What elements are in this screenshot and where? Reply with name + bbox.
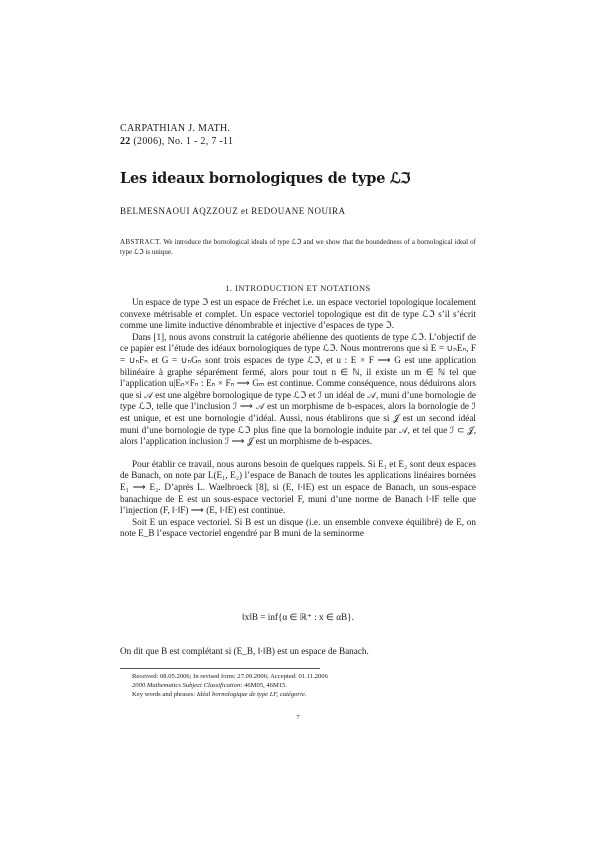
msc-line	[132, 681, 476, 690]
footnotes	[132, 672, 476, 699]
paper-authors: BELMESNAOUI AQZZOUZ et REDOUANE NOUIRA	[120, 206, 346, 216]
journal-name: CARPATHIAN J. MATH.	[120, 123, 231, 134]
footnote-rule	[120, 668, 320, 669]
msc-value: 46M05, 46M15.	[242, 682, 288, 689]
section-title: 1. INTRODUCTION ET NOTATIONS	[225, 283, 371, 293]
abstract-lead: ABSTRACT.	[120, 238, 162, 246]
msc-label: 2000 Mathematics Subject Classification:	[132, 682, 243, 689]
paragraph: Dans [1], nous avons construit la catégorie abélienne des quotients de type ℒℑ. L’objectif de ce papier est l’étude des idéaux bornologiques de type ℒℑ. Nous montrerons que si E = ∪ₙEₙ, F = ∪ₙFₙ et G = ∪ₙGₙ sont trois espaces de type ℒℑ, et u : E × F ⟶ G est une application bilinéaire à graphe séparément fermé, alors pour tout n ∈ ℕ, il existe un m ∈ ℕ tel que l’application u|Eₙ×Fₙ : Eₙ × Fₙ ⟶ Gₘ est continue. Comme conséquence, nous déduirons alors que si 𝒜 est une algèbre bornologique de type ℒℑ et ℐ un idéal de 𝒜, muni d’une bornologie de type ℒℑ, telle que l’inclusion ℐ ⟶ 𝒜 est un morphisme de b-espaces, alors la bornologie de ℐ est unique, et est une bornologie d’idéal. Aussi, nous établirons que si 𝒥 est un second idéal muni d’une bornologie de type ℒℑ plus fine que la bornologie induite par 𝒜, et tel que ℐ ⊂ 𝒥, alors l’application inclusion ℐ ⟶ 𝒥 est un morphisme de b-espaces.	[120, 331, 476, 447]
body-text	[120, 297, 476, 540]
paper-title: Les ideaux bornologiques de type ℒℑ	[120, 170, 411, 187]
paragraph: Soit E un espace vectoriel. Si B est un disque (i.e. un ensemble convexe équilibré) de E, on note E_B l’espace vectoriel engendré par B muni de la seminorme	[120, 516, 476, 539]
closing-sentence: On dit que B est complétant si (E_B, ‖·‖B) est un espace de Banach.	[120, 646, 369, 656]
journal-volume: 22	[120, 136, 131, 147]
seminorm-formula: ‖x‖B = inf{α ∈ ℝ⁺ : x ∈ αB}.	[242, 612, 354, 622]
journal-header	[120, 122, 233, 148]
received-dates: Received: 08.05.2006; In revised form: 27.09.2006; Accepted: 01.11.2006	[132, 673, 328, 680]
keywords-line	[132, 690, 476, 699]
page-number: 7	[296, 714, 300, 721]
keywords-value: Idéal bornologique de type LF, catégorie.	[195, 691, 307, 698]
abstract	[120, 237, 476, 257]
abstract-text: We introduce the bornological ideals of type ℒℑ and we show that the boundedness of a bornological ideal of type ℒℑ is unique.	[120, 238, 476, 256]
paragraph: Un espace de type ℑ est un espace de Fréchet i.e. un espace vectoriel topologique localement convexe métrisable et complet. Un espace vectoriel topologique est dit de type ℒℑ s’il s’écrit comme une limite inductive dénombrable et injective d’espaces de type ℑ.	[120, 297, 476, 331]
journal-issue: (2006), No. 1 - 2, 7 -11	[130, 136, 234, 147]
journal-volume-line	[120, 135, 233, 148]
keywords-label: Key words and phrases:	[132, 691, 196, 698]
paragraph: Pour établir ce travail, nous aurons besoin de quelques rappels. Si E₁ et E₂ sont deux espaces de Banach, on note par L(E₁, E₂) l’espace de Banach de toutes les applications linéaires bornées E₁ ⟶ E₂. D’après L. Waelbroeck [8], si (E, ‖·‖E) est un espace de Banach, un sous-espace banachique de E est un sous-espace vectoriel F, muni d’une norme de Banach ‖·‖F telle que l’injection (F, ‖·‖F) ⟶ (E, ‖·‖E) est continue.	[120, 458, 476, 516]
